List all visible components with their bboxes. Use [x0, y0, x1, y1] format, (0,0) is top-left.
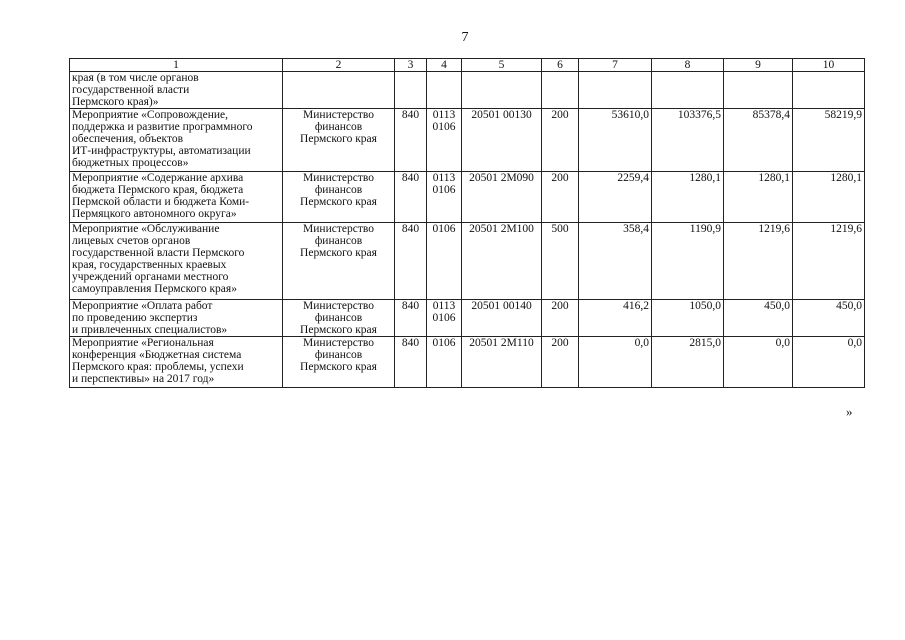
- event-name-cell-line: края (в том числе органов: [72, 72, 199, 84]
- event-name-cell-line: учреждений органами местного: [72, 271, 229, 283]
- event-name-cell-line: бюджета Пермского края, бюджета: [72, 184, 244, 196]
- event-name-cell: [70, 337, 283, 388]
- organization-cell-line: финансов: [314, 235, 363, 247]
- organization-cell-line: финансов: [314, 121, 363, 133]
- target-article-cell: 20501 2М110: [462, 337, 542, 388]
- event-name-cell-line: Пермяцкого автономного округа»: [72, 208, 237, 220]
- organization-cell-line: Пермского края: [300, 247, 377, 259]
- event-name-cell-line: Мероприятие «Региональная: [72, 337, 214, 349]
- section-code-cell-line: 0113: [432, 172, 456, 184]
- target-article-cell: 20501 2М100: [462, 223, 542, 300]
- ministry-code-cell: 840: [395, 172, 427, 223]
- header-cell: 2: [283, 59, 395, 72]
- header-cell: 9: [724, 59, 793, 72]
- organization-cell-line: Министерство: [303, 223, 374, 235]
- expense-type-cell: 500: [542, 223, 579, 300]
- expense-type-cell: 200: [542, 300, 579, 337]
- event-name-cell-line: лицевых счетов органов: [72, 235, 191, 247]
- section-code-cell: [427, 172, 462, 223]
- target-article-cell: [462, 72, 542, 109]
- expense-type-cell: 200: [542, 337, 579, 388]
- target-article-cell: 20501 00130: [462, 109, 542, 172]
- amount-cell: [793, 72, 865, 109]
- section-code-cell-line: 0113: [432, 109, 456, 121]
- header-cell: 7: [579, 59, 652, 72]
- table-row: [70, 109, 865, 172]
- event-name-cell: [70, 72, 283, 109]
- amount-cell: 103376,5: [652, 109, 724, 172]
- table-row: [70, 72, 865, 109]
- table-row: [70, 172, 865, 223]
- ministry-code-cell: 840: [395, 300, 427, 337]
- amount-cell: 0,0: [793, 337, 865, 388]
- section-code-cell: [427, 337, 462, 388]
- organization-cell-line: Министерство: [303, 337, 374, 349]
- event-name-cell: [70, 223, 283, 300]
- amount-cell: 0,0: [579, 337, 652, 388]
- section-code-cell-line: 0106: [432, 337, 456, 349]
- expense-type-cell: 200: [542, 109, 579, 172]
- amount-cell: 2259,4: [579, 172, 652, 223]
- event-name-cell-line: и перспективы» на 2017 год»: [72, 373, 215, 385]
- ministry-code-cell: [395, 72, 427, 109]
- amount-cell: [579, 72, 652, 109]
- event-name-cell-line: Пермского края: проблемы, успехи: [72, 361, 244, 373]
- event-name-cell-line: государственной власти Пермского: [72, 247, 245, 259]
- table-body: [70, 72, 865, 388]
- header-cell: 3: [395, 59, 427, 72]
- expense-type-cell: [542, 72, 579, 109]
- header-cell: 10: [793, 59, 865, 72]
- section-code-cell-line: 0106: [432, 184, 456, 196]
- amount-cell: 358,4: [579, 223, 652, 300]
- event-name-cell-line: Мероприятие «Сопровождение,: [72, 109, 229, 121]
- ministry-code-cell: 840: [395, 223, 427, 300]
- amount-cell: 450,0: [793, 300, 865, 337]
- section-code-cell-line: 0106: [432, 312, 456, 324]
- amount-cell: 85378,4: [724, 109, 793, 172]
- section-code-cell: [427, 109, 462, 172]
- section-code-cell: [427, 223, 462, 300]
- amount-cell: 1280,1: [724, 172, 793, 223]
- header-cell: 5: [462, 59, 542, 72]
- event-name-cell: [70, 172, 283, 223]
- table-row: [70, 223, 865, 300]
- event-name-cell-line: бюджетных процессов»: [72, 157, 189, 169]
- event-name-cell-line: поддержка и развитие программного: [72, 121, 253, 133]
- organization-cell-line: Министерство: [303, 109, 374, 121]
- event-name-cell: [70, 109, 283, 172]
- event-name-cell-line: самоуправления Пермского края»: [72, 283, 237, 295]
- header-cell: 1: [70, 59, 283, 72]
- amount-cell: [724, 72, 793, 109]
- section-code-cell-line: 0106: [432, 121, 456, 133]
- amount-cell: 58219,9: [793, 109, 865, 172]
- amount-cell: 416,2: [579, 300, 652, 337]
- section-code-cell: [427, 72, 462, 109]
- amount-cell: [652, 72, 724, 109]
- event-name-cell: [70, 300, 283, 337]
- header-row: [70, 59, 865, 72]
- organization-cell-line: Пермского края: [300, 361, 377, 373]
- event-name-cell-line: Мероприятие «Обслуживание: [72, 223, 220, 235]
- expense-type-cell: 200: [542, 172, 579, 223]
- amount-cell: 1219,6: [793, 223, 865, 300]
- event-name-cell-line: государственной власти: [72, 84, 190, 96]
- amount-cell: 1190,9: [652, 223, 724, 300]
- header-cell: 6: [542, 59, 579, 72]
- event-name-cell-line: конференция «Бюджетная система: [72, 349, 242, 361]
- ministry-code-cell: 840: [395, 109, 427, 172]
- organization-cell-line: Пермского края: [300, 196, 377, 208]
- organization-cell-line: Министерство: [303, 300, 374, 312]
- organization-cell: [283, 337, 395, 388]
- organization-cell-line: Пермского края: [300, 324, 377, 336]
- table-row: [70, 337, 865, 388]
- header-cell: 8: [652, 59, 724, 72]
- amount-cell: 1280,1: [793, 172, 865, 223]
- ministry-code-cell: 840: [395, 337, 427, 388]
- closing-quote: »: [846, 404, 853, 419]
- organization-cell-line: финансов: [314, 349, 363, 361]
- amount-cell: 1219,6: [724, 223, 793, 300]
- event-name-cell-line: Пермского края)»: [72, 96, 159, 108]
- organization-cell: [283, 109, 395, 172]
- section-code-cell-line: 0106: [432, 223, 456, 235]
- amount-cell: 1050,0: [652, 300, 724, 337]
- budget-table: [69, 58, 865, 388]
- target-article-cell: 20501 00140: [462, 300, 542, 337]
- event-name-cell-line: Мероприятие «Оплата работ: [72, 300, 213, 312]
- organization-cell-line: Министерство: [303, 172, 374, 184]
- organization-cell-line: финансов: [314, 184, 363, 196]
- event-name-cell-line: обеспечения, объектов: [72, 133, 184, 145]
- organization-cell: [283, 172, 395, 223]
- organization-cell-line: Пермского края: [300, 133, 377, 145]
- organization-cell: [283, 300, 395, 337]
- event-name-cell-line: Пермской области и бюджета Коми-: [72, 196, 250, 208]
- amount-cell: 450,0: [724, 300, 793, 337]
- organization-cell: [283, 72, 395, 109]
- table-row: [70, 300, 865, 337]
- section-code-cell-line: 0113: [432, 300, 456, 312]
- event-name-cell-line: ИТ-инфраструктуры, автоматизации: [72, 145, 251, 157]
- event-name-cell-line: Мероприятие «Содержание архива: [72, 172, 244, 184]
- header-cell: 4: [427, 59, 462, 72]
- event-name-cell-line: и привлеченных специалистов»: [72, 324, 228, 336]
- page-number: 7: [461, 30, 469, 45]
- section-code-cell: [427, 300, 462, 337]
- amount-cell: 53610,0: [579, 109, 652, 172]
- amount-cell: 1280,1: [652, 172, 724, 223]
- target-article-cell: 20501 2М090: [462, 172, 542, 223]
- event-name-cell-line: по проведению экспертиз: [72, 312, 198, 324]
- organization-cell: [283, 223, 395, 300]
- organization-cell-line: финансов: [314, 312, 363, 324]
- amount-cell: 0,0: [724, 337, 793, 388]
- amount-cell: 2815,0: [652, 337, 724, 388]
- event-name-cell-line: края, государственных краевых: [72, 259, 227, 271]
